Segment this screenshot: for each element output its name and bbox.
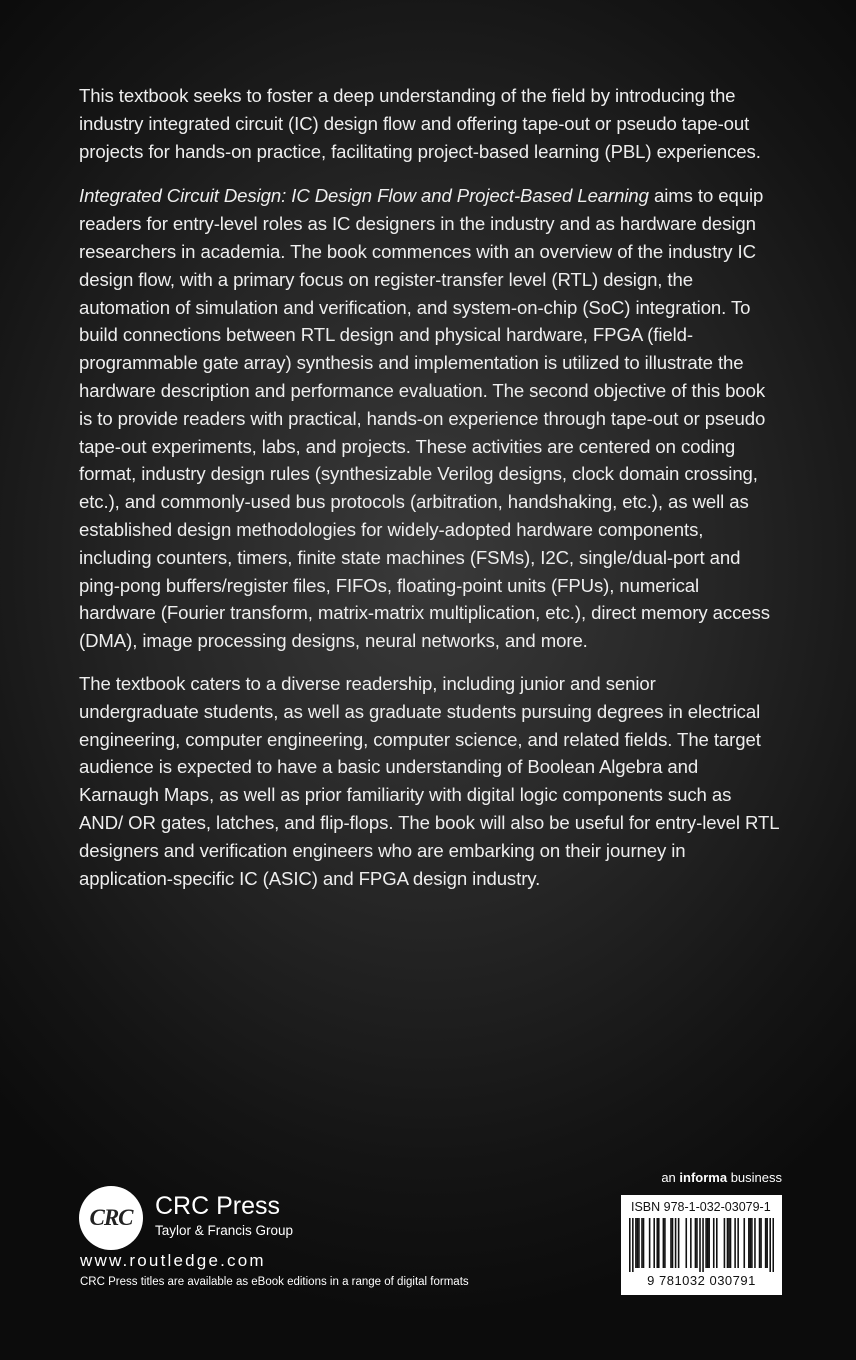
barcode-bars-icon — [629, 1218, 774, 1272]
barcode-bar — [702, 1218, 704, 1272]
barcode-bar — [769, 1218, 771, 1272]
barcode-bar — [728, 1218, 730, 1268]
barcode-bar — [641, 1218, 643, 1268]
barcode-bar — [658, 1218, 660, 1268]
informa-brand: informa — [679, 1170, 728, 1185]
barcode-bar — [643, 1218, 645, 1268]
barcode-bar — [748, 1218, 750, 1268]
informa-suffix: business — [727, 1170, 782, 1185]
ebook-note: CRC Press titles are available as eBook editions in a range of digital formats — [80, 1276, 469, 1288]
barcode-bar — [730, 1218, 732, 1268]
barcode-bar — [708, 1218, 710, 1268]
blurb-paragraph-overview — [79, 182, 779, 655]
barcode-bar — [754, 1218, 756, 1268]
barcode-bar — [637, 1218, 639, 1268]
barcode-bar — [685, 1218, 687, 1268]
barcode-bar — [759, 1218, 761, 1268]
blurb-paragraph-audience: The textbook caters to a diverse readership, including junior and senior undergraduate students, as well as graduate students pursuing degrees in electrical engineering, computer engineering, computer science, and related fields. The target audience is expected to have a basic understanding of Boolean Algebra and Karnaugh Maps, as well as prior familiarity with digital logic components such as AND/ OR gates, latches, and flip-flops. The book will also be useful for entry-level RTL designers and verification engineers who are embarking on their journey in application-specific IC (ASIC) and FPGA design industry. — [79, 672, 779, 889]
publisher-website: www.routledge.com — [80, 1251, 266, 1270]
barcode-bar — [743, 1218, 745, 1268]
barcode-bar — [672, 1218, 674, 1268]
barcode-bar — [649, 1218, 651, 1268]
barcode-bar — [664, 1218, 666, 1268]
back-cover-blurb — [79, 82, 779, 909]
barcode-bar — [629, 1218, 631, 1272]
barcode-bar — [635, 1218, 637, 1268]
barcode-bar — [670, 1218, 672, 1268]
barcode-digits: 9 781032 030791 — [647, 1273, 756, 1288]
barcode-bar — [751, 1218, 753, 1268]
blurb-paragraph-overview-body: aims to equip readers for entry-level roles as IC designers in the industry and as hardware design researchers in academia. The book commences with an overview of the industry IC design flow, with a primary focus on register-transfer level (RTL) design, the automation of simulation and verification, and system-on-chip (SoC) integration. To build connections between RTL design and physical hardware, FPGA (field-programmable gate array) synthesis and implementation is utilized to illustrate the hardware description and performance evaluation. The second objective of this book is to provide readers with practical, hands-on experience through tape-out or pseudo tape-out experiments, labs, and projects. These activities are centered on coding format, industry design rules (synthesizable Verilog designs, clock domain crossing, etc.), and commonly-used bus protocols (arbitration, handshaking, etc.), as well as established design methodologies for widely-adopted hardware components, including counters, timers, finite state machines (FSMs), I2C, single/dual-port and ping-pong buffers/register files, FIFOs, floating-point units (FPUs), numerical hardware (Fourier transform, matrix-matrix multiplication, etc.), direct memory access (DMA), image processing designs, neural networks, and more. — [79, 185, 770, 652]
barcode-bar — [705, 1218, 707, 1268]
barcode-bar — [699, 1218, 701, 1272]
barcode-bar — [734, 1218, 736, 1268]
barcode-bar — [663, 1218, 665, 1268]
barcode-bar — [695, 1218, 697, 1268]
barcode-bar — [737, 1218, 739, 1268]
book-title-italic: Integrated Circuit Design: IC Design Flow and Project-Based Learning — [79, 185, 649, 207]
barcode-bar — [690, 1218, 692, 1268]
barcode-bar — [766, 1218, 768, 1268]
isbn-barcode — [621, 1195, 782, 1295]
barcode-bar — [713, 1218, 715, 1268]
crc-logo-text: CRC — [89, 1205, 133, 1230]
barcode-bar — [716, 1218, 718, 1268]
publisher-group: Taylor & Francis Group — [155, 1223, 294, 1238]
barcode-bar — [656, 1218, 658, 1268]
barcode-bar — [653, 1218, 655, 1268]
informa-tagline — [661, 1170, 782, 1185]
crc-logo-icon — [79, 1186, 143, 1250]
barcode-bar — [760, 1218, 762, 1268]
barcode-bar — [772, 1218, 774, 1272]
barcode-bar — [632, 1218, 634, 1272]
barcode-bar — [724, 1218, 726, 1268]
barcode-bar — [696, 1218, 698, 1268]
isbn-label: ISBN 978-1-032-03079-1 — [631, 1200, 771, 1214]
blurb-paragraph-intro: This textbook seeks to foster a deep understanding of the field by introducing the industry integrated circuit (IC) design flow and offering tape-out or pseudo tape-out projects for hands-on practice, facilitating project-based learning (PBL) experiences. — [79, 85, 761, 162]
informa-prefix: an — [661, 1170, 680, 1185]
barcode-bar — [727, 1218, 729, 1268]
barcode-bar — [675, 1218, 677, 1268]
barcode-bar — [750, 1218, 752, 1268]
barcode-bar — [765, 1218, 767, 1268]
publisher-name: CRC Press — [155, 1192, 281, 1220]
barcode-bar — [707, 1218, 709, 1268]
barcode-bar — [678, 1218, 680, 1268]
barcode-bar — [638, 1218, 640, 1268]
